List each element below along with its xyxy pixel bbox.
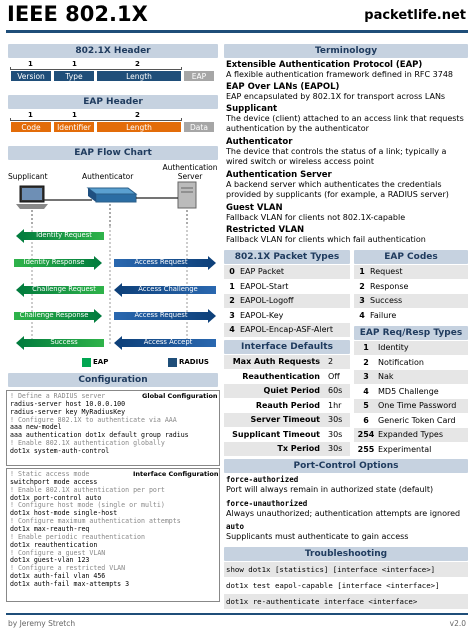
- row-label: Response: [370, 281, 409, 291]
- config-command: radius-server host 10.0.0.100: [10, 399, 126, 408]
- row-number: 254: [357, 430, 375, 439]
- row-label: EAPOL-Start: [240, 281, 289, 291]
- section-terminology: Terminology: [224, 44, 468, 58]
- section-configuration: Configuration: [8, 373, 218, 387]
- list-row: [224, 265, 350, 279]
- footer-rule: [6, 613, 468, 615]
- field-size: 2: [135, 60, 140, 68]
- row-number: 3: [363, 372, 369, 381]
- list-row: [354, 414, 468, 428]
- port-control-command: auto: [226, 522, 245, 531]
- section-interface-defaults: Interface Defaults: [224, 340, 350, 354]
- config-comment: ! Enable 802.1X authentication per port: [10, 485, 165, 494]
- msg-access-request-2: Access Request: [134, 311, 188, 319]
- list-row: [354, 356, 468, 370]
- config-comment: ! Configure maximum authentication attempts: [10, 517, 181, 526]
- troubleshooting-command: dot1x re-authenticate interface <interface>: [224, 594, 468, 609]
- default-name: Supplicant Timeout: [232, 429, 320, 439]
- config-command: dot1x reauthentication: [10, 540, 98, 549]
- title-rule: [6, 30, 468, 33]
- row-number: 3: [229, 310, 235, 320]
- default-name: Server Timeout: [250, 415, 320, 424]
- msg-challenge-response: Challenge Response: [19, 311, 89, 319]
- label-auth-server: Authentication Server: [162, 163, 218, 181]
- row-number: 2: [359, 281, 365, 291]
- default-value: 30s: [328, 429, 343, 439]
- row-number: 2: [229, 296, 235, 305]
- legend-eap-swatch: [82, 358, 91, 367]
- footer-version: v2.0: [449, 619, 466, 628]
- section-port-control: Port-Control Options: [224, 459, 468, 473]
- list-row: [224, 294, 350, 308]
- label-supplicant: Supplicant: [8, 172, 48, 181]
- msg-access-accept: Access Accept: [143, 338, 193, 346]
- term-name: Restricted VLAN: [226, 225, 305, 235]
- row-number: 1: [363, 343, 369, 352]
- msg-identity-response: Identity Response: [23, 258, 85, 266]
- troubleshooting-command: dot1x test eapol-capable [interface <interface>]: [226, 581, 440, 590]
- msg-access-request: Access Request: [134, 258, 188, 266]
- config-comment: ! Enable periodic reauthentication: [10, 532, 145, 541]
- field-size: 2: [135, 111, 140, 119]
- list-row: [354, 428, 468, 442]
- list-row: [224, 280, 350, 294]
- config-command: switchport mode access: [10, 477, 98, 486]
- field-length: Length: [96, 121, 182, 133]
- term-description: The device that controls the status of a link; typically a wired switch or wireless access point: [226, 147, 447, 166]
- row-label: EAPOL-Key: [240, 310, 284, 320]
- server-icon: [178, 182, 196, 208]
- term-description: A backend server which authenticates the credentials provided by supplicants (for example, a RADIUS server): [226, 180, 449, 199]
- term-name: Extensible Authentication Protocol (EAP): [226, 60, 423, 70]
- field-data: Data: [183, 121, 215, 133]
- row-label: Generic Token Card: [378, 415, 456, 425]
- defaults-row: [224, 370, 350, 384]
- defaults-row: [224, 442, 350, 456]
- field-eap: EAP: [183, 70, 215, 82]
- row-number: 1: [229, 281, 235, 291]
- config-comment: ! Configure a restricted VLAN: [10, 564, 126, 573]
- field-size: 1: [28, 60, 33, 68]
- footer-author: by Jeremy Stretch: [8, 619, 76, 628]
- config-comment: ! Configure a guest VLAN: [10, 548, 106, 557]
- row-label: EAPOL-Encap-ASF-Alert: [240, 325, 333, 334]
- config-comment: ! Configure 802.1X to authenticate via AAA: [10, 415, 177, 424]
- row-number: 4: [229, 325, 235, 334]
- config-comment: ! Define a RADIUS server: [10, 392, 106, 400]
- row-label: Failure: [370, 310, 397, 320]
- list-row: [354, 265, 468, 279]
- section-flow-chart: EAP Flow Chart: [8, 146, 218, 160]
- default-name: Quiet Period: [263, 386, 320, 395]
- config-command: aaa authentication dot1x default group radius: [10, 431, 189, 440]
- default-value: 60s: [328, 386, 343, 395]
- list-row: [354, 399, 468, 413]
- site-name: packetlife.net: [364, 8, 466, 23]
- msg-challenge-request: Challenge Request: [32, 285, 96, 293]
- msg-success: Success: [50, 338, 78, 346]
- legend-eap-label: EAP: [93, 358, 109, 366]
- row-label: Expanded Types: [378, 430, 444, 439]
- row-number: 6: [363, 415, 369, 425]
- config-command: dot1x auth-fail max-attempts 3: [10, 579, 130, 588]
- term-name: EAP Over LANs (EAPOL): [226, 82, 340, 92]
- row-number: 5: [363, 401, 369, 410]
- row-number: 4: [363, 386, 369, 396]
- list-row: [354, 294, 468, 308]
- row-label: Identity: [378, 343, 409, 352]
- list-row: [354, 341, 468, 355]
- field-size: 1: [72, 111, 77, 119]
- term-description: The device (client) attached to an access link that requests authentication by the authenticator: [226, 114, 464, 133]
- term-description: Fallback VLAN for clients which fail authentication: [226, 235, 426, 244]
- config-command: aaa new-model: [10, 423, 62, 432]
- config-command: dot1x max-reauth-req: [10, 524, 90, 533]
- term-name: Authentication Server: [226, 170, 332, 180]
- default-value: 1hr: [328, 400, 342, 410]
- laptop-icon: [16, 186, 48, 209]
- row-label: Experimental: [378, 444, 432, 454]
- defaults-row: [224, 399, 350, 413]
- defaults-row: [224, 355, 350, 369]
- config-command: dot1x system-auth-control: [10, 446, 110, 455]
- defaults-row: [224, 384, 350, 398]
- list-row: [224, 309, 350, 323]
- section-8021x-header: 802.1X Header: [8, 44, 218, 58]
- list-row: [354, 443, 468, 457]
- config-command: dot1x port-control auto: [10, 493, 102, 502]
- msg-access-challenge: Access Challenge: [138, 285, 198, 293]
- row-number: 1: [359, 267, 365, 276]
- default-name: Tx Period: [277, 444, 320, 453]
- label-authenticator: Authenticator: [82, 172, 134, 181]
- default-value: 2: [328, 357, 334, 366]
- config-command: dot1x host-mode single-host: [10, 509, 118, 518]
- global-config-label: Global Configuration: [142, 392, 218, 400]
- list-row: [354, 309, 468, 323]
- field-code: Code: [10, 121, 52, 133]
- legend-radius-label: RADIUS: [179, 358, 209, 366]
- flow-devices: [0, 180, 226, 226]
- field-identifier: Identifier: [53, 121, 95, 133]
- row-label: Request: [370, 267, 403, 276]
- default-name: Max Auth Requests: [232, 357, 320, 366]
- troubleshooting-command: show dot1x [statistics] [interface <interface>]: [224, 562, 468, 577]
- section-req-resp-types: EAP Req/Resp Types: [354, 326, 468, 340]
- default-name: Reauthentication: [242, 371, 320, 381]
- list-row: [224, 323, 350, 337]
- defaults-row: [224, 428, 350, 442]
- interface-config-label: Interface Configuration: [133, 470, 219, 478]
- port-control-description: Port will always remain in authorized state (default): [226, 485, 434, 494]
- row-label: One Time Password: [378, 401, 457, 410]
- term-description: Fallback VLAN for clients not 802.1X-capable: [226, 213, 406, 222]
- config-comment: ! Static access mode: [10, 470, 90, 478]
- port-control-command: force-unauthorized: [226, 499, 308, 508]
- row-label: EAP Packet: [240, 267, 285, 276]
- default-value: 30s: [328, 444, 343, 453]
- row-number: 255: [357, 444, 375, 454]
- row-number: 2: [363, 357, 369, 367]
- row-label: Notification: [378, 357, 424, 367]
- msg-identity-request: Identity Request: [36, 231, 92, 239]
- row-label: MD5 Challenge: [378, 386, 439, 396]
- term-description: A flexible authentication framework defined in RFC 3748: [226, 70, 454, 79]
- row-label: Success: [370, 296, 403, 305]
- config-command: dot1x auth-fail vlan 456: [10, 572, 106, 581]
- row-number: 0: [229, 267, 235, 276]
- field-size: 1: [72, 60, 77, 68]
- row-label: EAPOL-Logoff: [240, 296, 294, 305]
- section-eap-header: EAP Header: [8, 95, 218, 109]
- field-length: Length: [96, 70, 182, 82]
- default-name: Reauth Period: [255, 400, 320, 410]
- config-command: radius-server key MyRadiusKey: [10, 407, 126, 416]
- config-comment: ! Enable 802.1X authentication globally: [10, 439, 165, 448]
- defaults-row: [224, 413, 350, 427]
- row-label: Nak: [378, 372, 394, 381]
- default-value: Off: [328, 371, 340, 381]
- section-eap-codes: EAP Codes: [354, 250, 468, 264]
- switch-icon: [88, 188, 136, 202]
- section-packet-types: 802.1X Packet Types: [224, 250, 350, 264]
- term-name: Authenticator: [226, 137, 293, 147]
- term-name: Guest VLAN: [226, 203, 283, 213]
- list-row: [354, 370, 468, 384]
- field-size: 1: [28, 111, 33, 119]
- field-type: Type: [53, 70, 95, 82]
- port-control-description: Always unauthorized; authentication attempts are ignored: [226, 509, 461, 518]
- term-name: Supplicant: [226, 104, 278, 114]
- page-title: IEEE 802.1X: [7, 2, 148, 26]
- field-version: Version: [10, 70, 52, 82]
- row-number: 4: [359, 310, 365, 320]
- port-control-description: Supplicants must authenticate to gain access: [226, 532, 409, 541]
- legend-radius-swatch: [168, 358, 177, 367]
- list-row: [354, 280, 468, 294]
- term-description: EAP encapsulated by 802.1X for transport across LANs: [226, 92, 446, 101]
- row-number: 3: [359, 296, 365, 305]
- config-command: dot1x guest-vlan 123: [10, 556, 90, 565]
- config-comment: ! Configure host mode (single or multi): [10, 501, 165, 510]
- list-row: [354, 385, 468, 399]
- section-troubleshooting: Troubleshooting: [224, 547, 468, 561]
- port-control-command: force-authorized: [226, 475, 299, 484]
- default-value: 30s: [328, 415, 343, 424]
